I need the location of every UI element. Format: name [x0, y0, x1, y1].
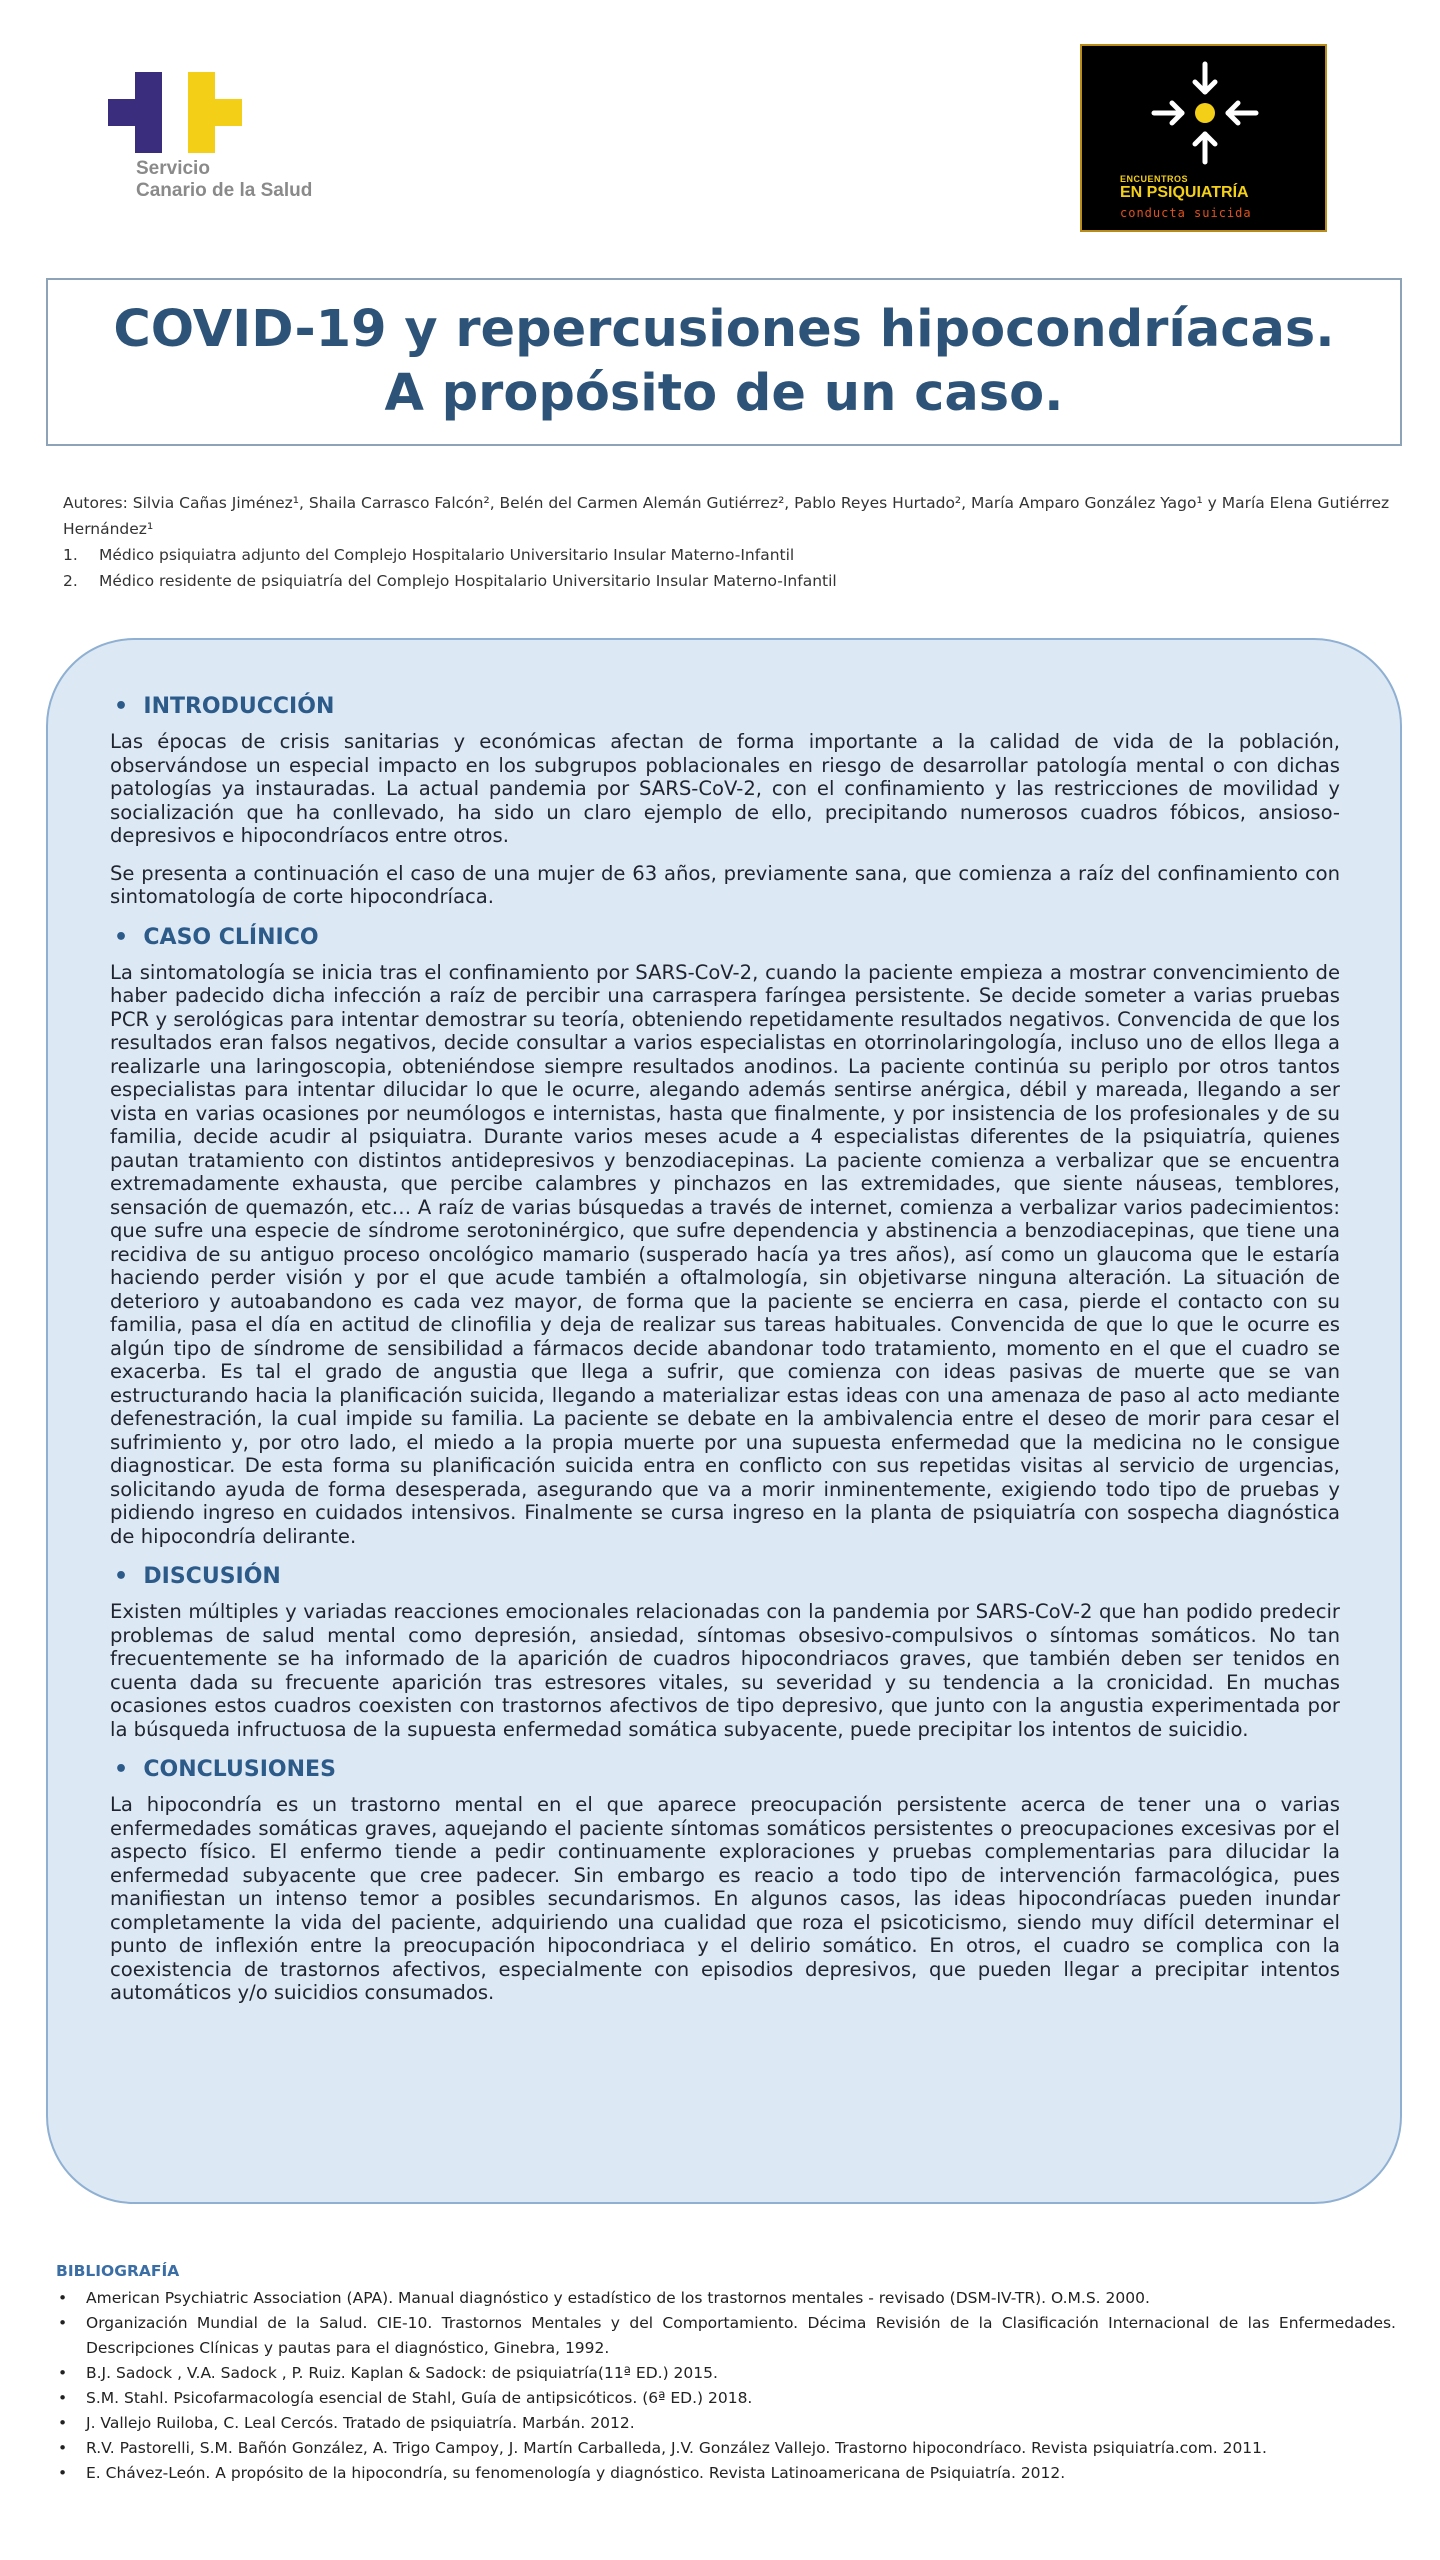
heading-text: CONCLUSIONES: [143, 1757, 336, 1782]
heading-text: INTRODUCCIÓN: [143, 694, 335, 719]
scs-checker-logo-icon: [108, 72, 248, 156]
bibliography-item: [56, 2361, 1396, 2386]
caso-paragraph: La sintomatología se inicia tras el confinamiento por SARS-CoV-2, cuando la paciente empieza a mostrar convencimiento de haber padecido dicha infección a raíz de percibir una carraspera faríngea persistente. Se decide someter a varias pruebas PCR y serológicas para intentar demostrar su teoría, obteniendo repetidamente resultados negativos. Convencida de que los resultados eran falsos negativos, decide consultar a varios especialistas en otorrinolaringología, incluso uno de ellos llega a realizarle una laringoscopia, obteniéndose siempre resultados anodinos. La paciente continúa su periplo por otros tantos especialistas para intentar dilucidar lo que le ocurre, alegando además sentirse anérgica, débil y mareada, llegando a ser vista en varias ocasiones por neumólogos e internistas, hasta que finalmente, y por insistencia de los profesionales y de su familia, decide acudir al psiquiatra. Durante varios meses acude a 4 especialistas diferentes de la psiquiatría, quienes pautan tratamiento con distintos antidepresivos y benzodiacepinas. La paciente comienza a verbalizar que se encuentra extremadamente exhausta, que percibe calambres y pinchazos en las extremidades, que siente náuseas, temblores, sensación de quemazón, etc… A raíz de varias búsquedas a través de internet, comienza a verbalizar varios padecimientos: que sufre una especie de síndrome serotoninérgico, que sufre dependencia y abstinencia a benzodiacepinas, que tiene una recidiva de su antiguo proceso oncológico mamario (susperado hacía ya tres años), así como un glaucoma que le estaría haciendo perder visión y por el que acude también a oftalmología, sin objetivarse ninguna alteración. La situación de deterioro y autoabandono es cada vez mayor, de forma que la paciente se encierra en casa, pierde el contacto con su familia, pasa el día en actitud de clinofilia y deja de realizar sus tareas habituales. Convencida de que lo que le ocurre es algún tipo de síndrome de sensibilidad a fármacos decide abandonar todo tratamiento, momento en el que el cuadro se exacerba. Es tal el grado de angustia que llega a sufrir, que comienza con ideas pasivas de muerte que se van estructurando hacia la planificación suicida, llegando a materializar estas ideas con una amenaza de paso al acto mediante defenestración, la cual impide su familia. La paciente se debate en la ambivalencia entre el deseo de morir para cesar el sufrimiento y, por otro lado, el miedo a la propia muerte por una supuesta enfermedad que la medicina no le consigue diagnosticar. De esta forma su planificación suicida entra en conflicto con sus repetidas visitas al servicio de urgencias, solicitando ayuda de forma desesperada, asegurando que va a morir inminentemente, exigiendo todo tipo de pruebas y pidiendo ingreso en cuidados intensivos. Finalmente se cursa ingreso en la planta de psiquiatría con sospecha diagnóstica de hipocondría delirante.: [110, 960, 1340, 1548]
scs-logo-line2: Canario de la Salud: [136, 180, 313, 201]
affiliation-number: 2.: [63, 572, 78, 590]
scs-logo: [108, 72, 348, 212]
scs-logo-text: [136, 158, 312, 202]
bullet-icon: •: [58, 2439, 68, 2457]
bullet-icon: •: [58, 2314, 68, 2332]
bibliography-list: [56, 2286, 1396, 2486]
bullet-icon: •: [58, 2364, 68, 2382]
bibliography-item: [56, 2286, 1396, 2311]
bullet-icon: •: [114, 1564, 129, 1589]
encuentros-logo-line3: conducta suicida: [1120, 206, 1252, 220]
title-box: [46, 278, 1402, 446]
bibliography-text: E. Chávez-León. A propósito de la hipocondría, su fenomenología y diagnóstico. Revista Latinoamericana de Psiquiatría. 2012.: [86, 2464, 1066, 2482]
converging-arrows-logo-icon: [1140, 58, 1270, 168]
bullet-icon: •: [114, 694, 129, 719]
encuentros-logo: [1080, 44, 1327, 232]
bullet-icon: •: [58, 2289, 68, 2307]
intro-paragraph-2: Se presenta a continuación el caso de una mujer de 63 años, previamente sana, que comienza a raíz del confinamiento con sintomatología de corte hipocondríaca.: [110, 861, 1340, 908]
bibliography-text: B.J. Sadock , V.A. Sadock , P. Ruiz. Kaplan & Sadock: de psiquiatría(11ª ED.) 2015.: [86, 2364, 718, 2382]
affiliation-text: Médico psiquiatra adjunto del Complejo Hospitalario Universitario Insular Materno-Infantil: [99, 546, 795, 564]
heading-text: DISCUSIÓN: [143, 1564, 281, 1589]
affiliations-list: [63, 542, 1393, 594]
affiliation-number: 1.: [63, 546, 78, 564]
heading-text: CASO CLÍNICO: [143, 924, 319, 950]
discusion-paragraph: Existen múltiples y variadas reacciones emocionales relacionadas con la pandemia por SARS-CoV-2 que han podido predecir problemas de salud mental como depresión, ansiedad, síntomas obsesivo-compulsivos o síntomas somáticos. No tan frecuentemente se ha informado de la aparición de cuadros hipocondriacos graves, que también deben ser tenidos en cuenta dada su frecuente aparición tras estresores vitales, su severidad y su tendencia a la cronicidad. En muchas ocasiones estos cuadros coexisten con trastornos afectivos de tipo depresivo, que junto con la angustia experimentada por la búsqueda infructuosa de la supuesta enfermedad somática subyacente, puede precipitar los intentos de suicidio.: [110, 1600, 1340, 1741]
scs-logo-line1: Servicio: [136, 158, 210, 179]
main-content-box: [46, 638, 1402, 2204]
bullet-icon: •: [114, 1757, 129, 1782]
bibliography-item: [56, 2461, 1396, 2486]
section-heading-caso-clinico: [110, 923, 1340, 953]
encuentros-logo-line2: EN PSIQUIATRÍA: [1120, 184, 1249, 201]
bibliography-text: J. Vallejo Ruiloba, C. Leal Cercós. Tratado de psiquiatría. Marbán. 2012.: [86, 2414, 635, 2432]
section-heading-conclusiones: [110, 1755, 1340, 1785]
intro-paragraph-1: Las épocas de crisis sanitarias y económicas afectan de forma importante a la calidad de vida de la población, observándose un especial impacto en los subgrupos poblacionales en riesgo de desarrollar patología mental o con dichas patologías ya instauradas. La actual pandemia por SARS-CoV-2, con el confinamiento y las restricciones de movilidad y socialización que ha conllevado, ha sido un claro ejemplo de ello, precipitando numerosos cuadros fóbicos, ansioso-depresivos e hipocondríacos entre otros.: [110, 730, 1340, 847]
bullet-icon: •: [58, 2464, 68, 2482]
bibliography-text: American Psychiatric Association (APA). Manual diagnóstico y estadístico de los trastornos mentales - revisado (DSM-IV-TR). O.M.S. 2000.: [86, 2289, 1150, 2307]
bibliography-text: Organización Mundial de la Salud. CIE-10. Trastornos Mentales y del Comportamiento. Décima Revisión de la Clasificación Internacional de las Enfermedades. Descripciones Clínicas y pautas para el diagnóstico, Ginebra, 1992.: [86, 2314, 1396, 2357]
content-column: [110, 692, 1340, 2019]
section-heading-discusion: [110, 1562, 1340, 1592]
bibliography: [56, 2262, 1396, 2486]
bibliography-item: [56, 2411, 1396, 2436]
bibliography-title: BIBLIOGRAFÍA: [56, 2262, 180, 2280]
bibliography-item: [56, 2436, 1396, 2461]
bullet-icon: •: [114, 924, 129, 950]
bibliography-item: [56, 2386, 1396, 2411]
bullet-icon: •: [58, 2389, 68, 2407]
bibliography-item: [56, 2311, 1396, 2361]
encuentros-logo-line1: ENCUENTROS: [1120, 174, 1189, 184]
bullet-icon: •: [58, 2414, 68, 2432]
bibliography-text: S.M. Stahl. Psicofarmacología esencial de Stahl, Guía de antipsicóticos. (6ª ED.) 2018.: [86, 2389, 753, 2407]
affiliation-item: [63, 542, 1393, 568]
poster-title: COVID-19 y repercusiones hipocondríacas. A propósito de un caso.: [113, 300, 1335, 423]
section-heading-introduccion: [110, 692, 1340, 722]
affiliation-text: Médico residente de psiquiatría del Complejo Hospitalario Universitario Insular Materno-Infantil: [99, 572, 837, 590]
authors-line: Autores: Silvia Cañas Jiménez¹, Shaila Carrasco Falcón², Belén del Carmen Alemán Gutiérrez², Pablo Reyes Hurtado², María Amparo González Yago¹ y María Elena Gutiérrez Hernández¹: [63, 494, 1390, 538]
authors-block: [63, 490, 1393, 594]
bibliography-text: R.V. Pastorelli, S.M. Bañón González, A. Trigo Campoy, J. Martín Carballeda, J.V. González Vallejo. Trastorno hipocondríaco. Revista psiquiatría.com. 2011.: [86, 2439, 1267, 2457]
conclusiones-paragraph: La hipocondría es un trastorno mental en el que aparece preocupación persistente acerca de tener una o varias enfermedades somáticas graves, aquejando el paciente síntomas somáticos persistentes o preocupaciones excesivas por el aspecto físico. El enfermo tiende a pedir continuamente exploraciones y pruebas complementarias para dilucidar la enfermedad subyacente que cree padecer. Sin embargo es reacio a todo tipo de intervención farmacológica, pues manifiestan un intenso temor a posibles secundarismos. En algunos casos, las ideas hipocondríacas pueden inundar completamente la vida del paciente, adquiriendo una cualidad que roza el psicoticismo, siendo muy difícil determinar el punto de inflexión entre la preocupación hipocondriaca y el delirio somático. En otros, el cuadro se complica con la coexistencia de trastornos afectivos, especialmente con episodios depresivos, que pueden llegar a precipitar intentos automáticos y/o suicidios consumados.: [110, 1793, 1340, 2004]
affiliation-item: [63, 568, 1393, 594]
